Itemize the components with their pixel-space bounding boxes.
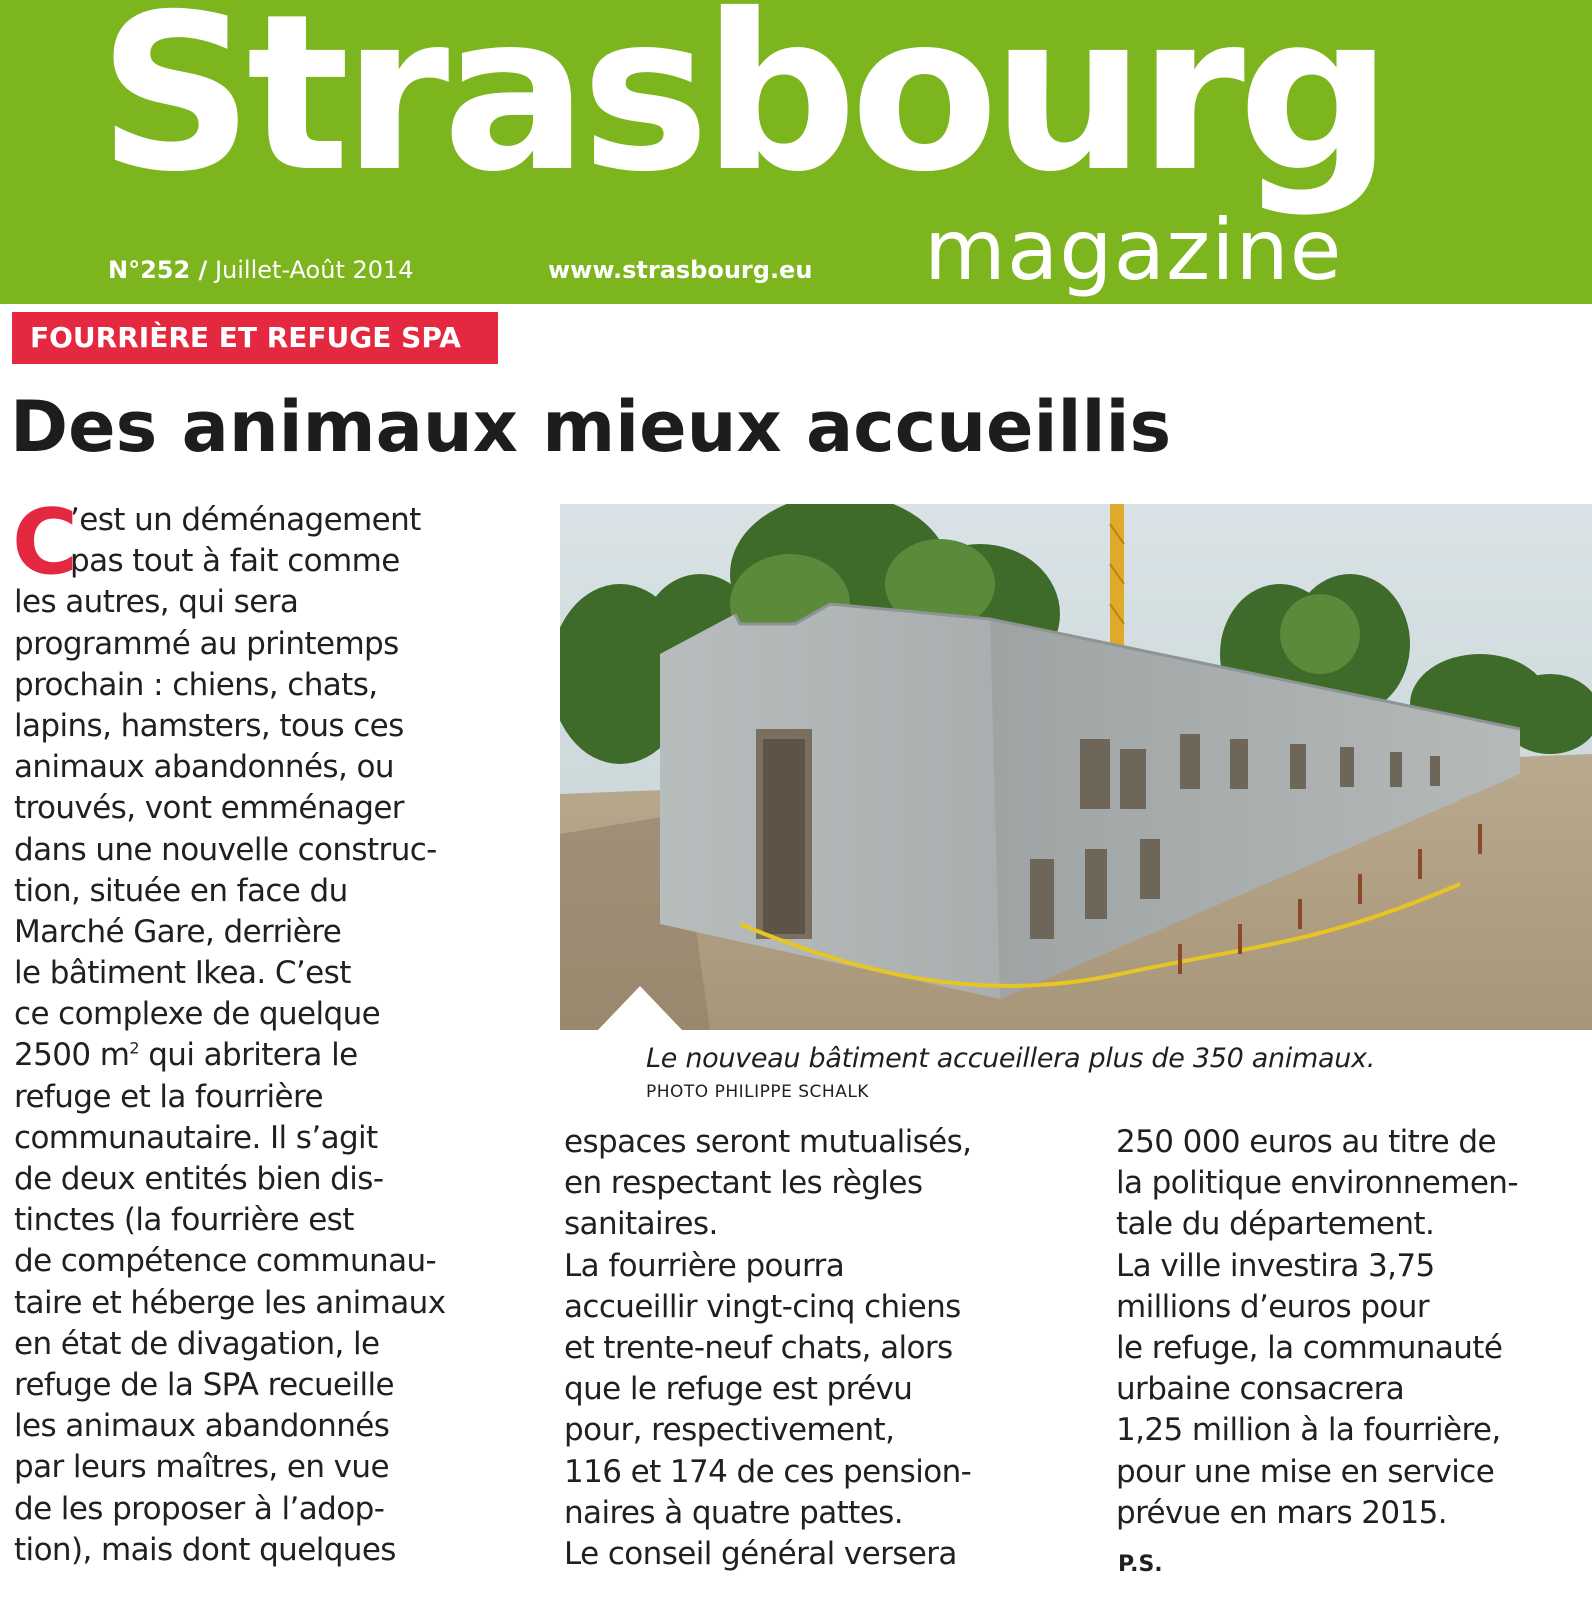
text-line: les animaux abandonnés bbox=[14, 1408, 390, 1445]
text-line: ce complexe de quelque bbox=[14, 996, 381, 1033]
author-signature: P.S. bbox=[1118, 1552, 1163, 1577]
text-line: lapins, hamsters, tous ces bbox=[14, 707, 404, 744]
text-line: communautaire. Il s’agit bbox=[14, 1119, 378, 1156]
text-line: en respectant les règles bbox=[564, 1165, 923, 1202]
text-line: par leurs maîtres, en vue bbox=[14, 1449, 389, 1486]
text-line: tion), mais dont quelques bbox=[14, 1531, 396, 1568]
article-column-2 bbox=[564, 1122, 1044, 1575]
issue-info bbox=[108, 258, 414, 282]
text-line: pour, respectivement, bbox=[564, 1412, 895, 1449]
article-column-3 bbox=[1116, 1122, 1586, 1534]
text-line: le refuge, la communauté bbox=[1116, 1329, 1503, 1366]
text-line: tion, située en face du bbox=[14, 872, 348, 909]
text-line: sanitaires. bbox=[564, 1206, 718, 1243]
text-line: tinctes (la fourrière est bbox=[14, 1202, 354, 1239]
text-line: dans une nouvelle construc- bbox=[14, 831, 437, 868]
text-line: tale du département. bbox=[1116, 1206, 1435, 1243]
text-line: 116 et 174 de ces pension- bbox=[564, 1453, 972, 1490]
masthead bbox=[0, 0, 1592, 304]
text-line: refuge de la SPA recueille bbox=[14, 1366, 395, 1403]
text-line: prévue en mars 2015. bbox=[1116, 1494, 1447, 1531]
text-line: les autres, qui sera bbox=[14, 584, 299, 621]
photo-caption: Le nouveau bâtiment accueillera plus de 350 animaux. bbox=[646, 1043, 1376, 1074]
text-line: Le conseil général versera bbox=[564, 1535, 957, 1572]
magazine-title: Strasbourg bbox=[98, 0, 1386, 219]
article-column-1 bbox=[12, 490, 494, 1571]
text-line: La fourrière pourra bbox=[564, 1247, 845, 1284]
text-line: le bâtiment Ikea. C’est bbox=[14, 955, 351, 992]
text-line-area bbox=[14, 1035, 494, 1076]
photo-credit: PHOTO PHILIPPE SCHALK bbox=[646, 1082, 869, 1102]
text-line: de deux entités bien dis- bbox=[14, 1161, 384, 1197]
text-line: 250 000 euros au titre de bbox=[1116, 1124, 1496, 1160]
text-line: urbaine consacrera bbox=[1116, 1371, 1405, 1408]
text-line: en état de divagation, le bbox=[14, 1325, 380, 1362]
text-line: animaux abandonnés, ou bbox=[14, 749, 394, 786]
issue-date: Juillet-Août 2014 bbox=[214, 256, 414, 284]
issue-number: N°252 / bbox=[108, 256, 208, 284]
text-line: naires à quatre pattes. bbox=[564, 1494, 903, 1531]
text-line: et trente-neuf chats, alors bbox=[564, 1329, 953, 1366]
text-line: La ville investira 3,75 bbox=[1116, 1247, 1435, 1284]
text-line: millions d’euros pour bbox=[1116, 1288, 1429, 1325]
article-headline: Des animaux mieux accueillis bbox=[10, 386, 1172, 468]
drop-cap: C bbox=[12, 490, 79, 595]
area-value: 2500 m bbox=[14, 1037, 130, 1074]
website-link[interactable]: www.strasbourg.eu bbox=[548, 256, 813, 284]
text-line: taire et héberge les animaux bbox=[14, 1284, 446, 1321]
text-line: la politique environnemen- bbox=[1116, 1165, 1518, 1202]
text-line: espaces seront mutualisés, bbox=[564, 1124, 972, 1160]
text-line: accueillir vingt-cinq chiens bbox=[564, 1288, 961, 1325]
section-kicker: FOURRIÈRE ET REFUGE SPA bbox=[12, 312, 498, 364]
text-line: Marché Gare, derrière bbox=[14, 913, 342, 950]
text-line: programmé au printemps bbox=[14, 625, 399, 662]
magazine-subtitle: magazine bbox=[924, 201, 1343, 299]
text-line: ’est un déménagement bbox=[70, 502, 421, 538]
area-exponent: 2 bbox=[129, 1039, 139, 1059]
text-line: prochain : chiens, chats, bbox=[14, 666, 378, 703]
text-line: trouvés, vont emménager bbox=[14, 790, 404, 827]
text-line: de compétence communau- bbox=[14, 1243, 437, 1280]
text-line: refuge et la fourrière bbox=[14, 1078, 323, 1115]
text-line: de les proposer à l’adop- bbox=[14, 1490, 385, 1527]
text-line: pour une mise en service bbox=[1116, 1453, 1495, 1490]
text-line: 1,25 million à la fourrière, bbox=[1116, 1412, 1501, 1449]
text-line-rest: qui abritera le bbox=[148, 1037, 358, 1074]
text-line: pas tout à fait comme bbox=[70, 543, 400, 580]
text-line: que le refuge est prévu bbox=[564, 1371, 913, 1408]
construction-site-photo bbox=[560, 504, 1592, 1030]
